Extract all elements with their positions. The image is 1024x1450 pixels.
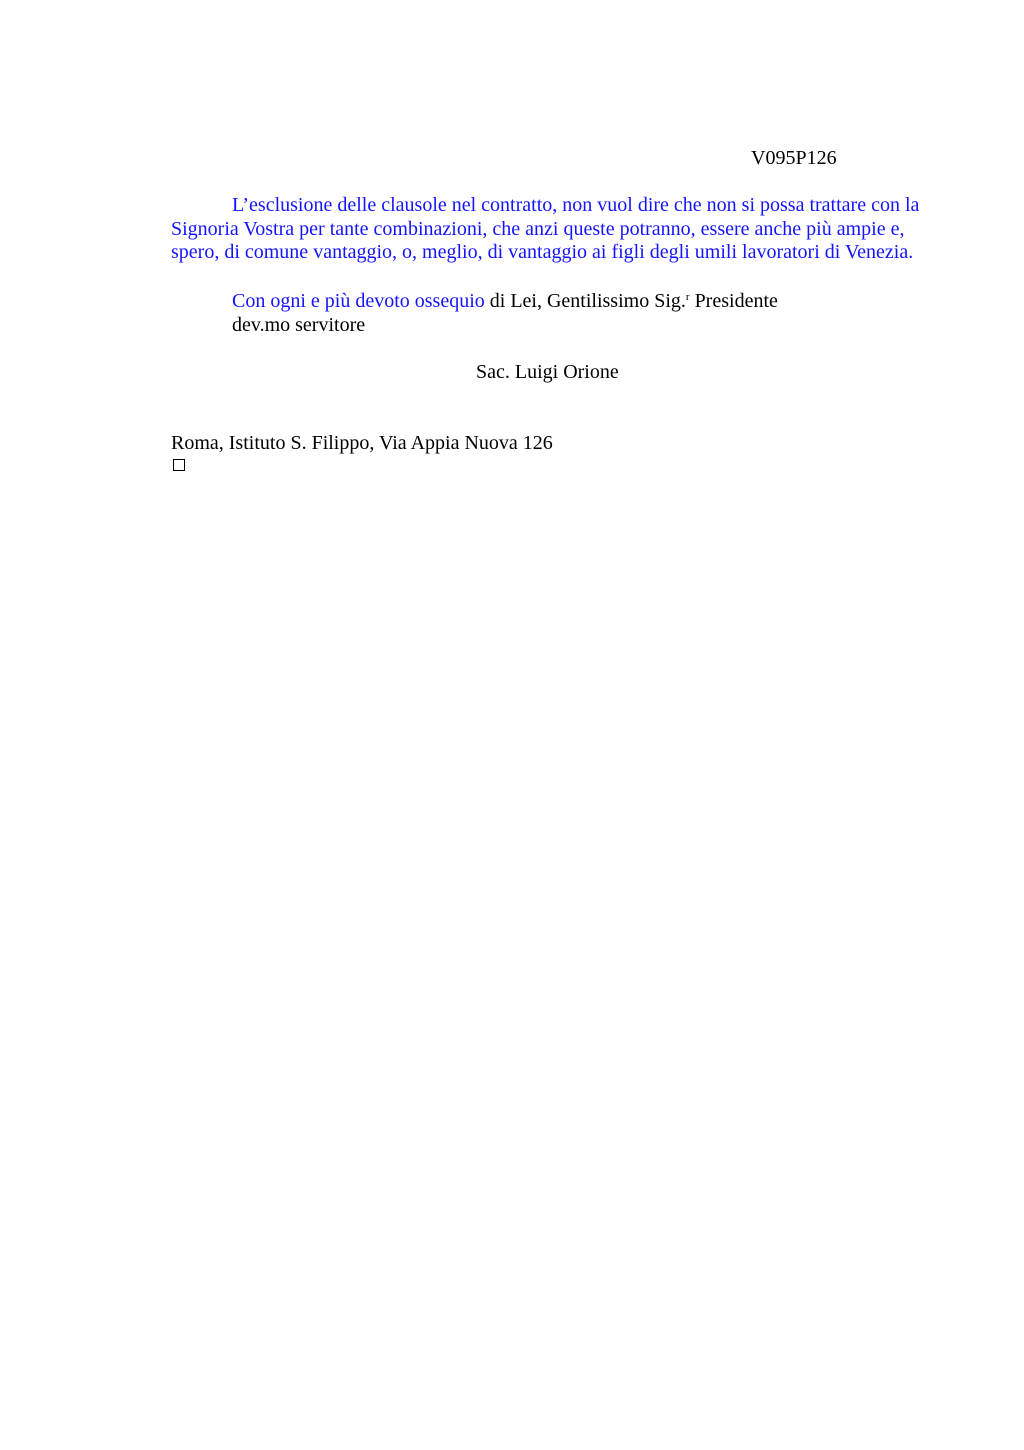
signature-name: Sac. Luigi Orione — [476, 361, 619, 383]
page-identifier: V095P126 — [751, 147, 837, 169]
empty-box-icon — [173, 459, 185, 471]
closing-text-end: Presidente — [689, 290, 778, 312]
closing-text: di Lei, Gentilissimo Sig. — [484, 290, 686, 312]
closing-highlight-text: Con ogni e più devoto ossequio — [232, 290, 485, 312]
closing-superscript: r — [685, 291, 690, 303]
address-line: Roma, Istituto S. Filippo, Via Appia Nuova 126 — [171, 432, 553, 454]
letter-paragraph: L’esclusione delle clausole nel contratto, non vuol dire che non si possa trattare con la Signoria Vostra per tante combinazioni, che anzi queste potranno, essere anche più ampie e, spero, di comune vantaggio, o, meglio, di vantaggio ai figli degli umili lavoratori di Venezia. — [171, 194, 920, 263]
servitore-line: dev.mo servitore — [232, 314, 366, 336]
closing-line — [232, 289, 778, 313]
